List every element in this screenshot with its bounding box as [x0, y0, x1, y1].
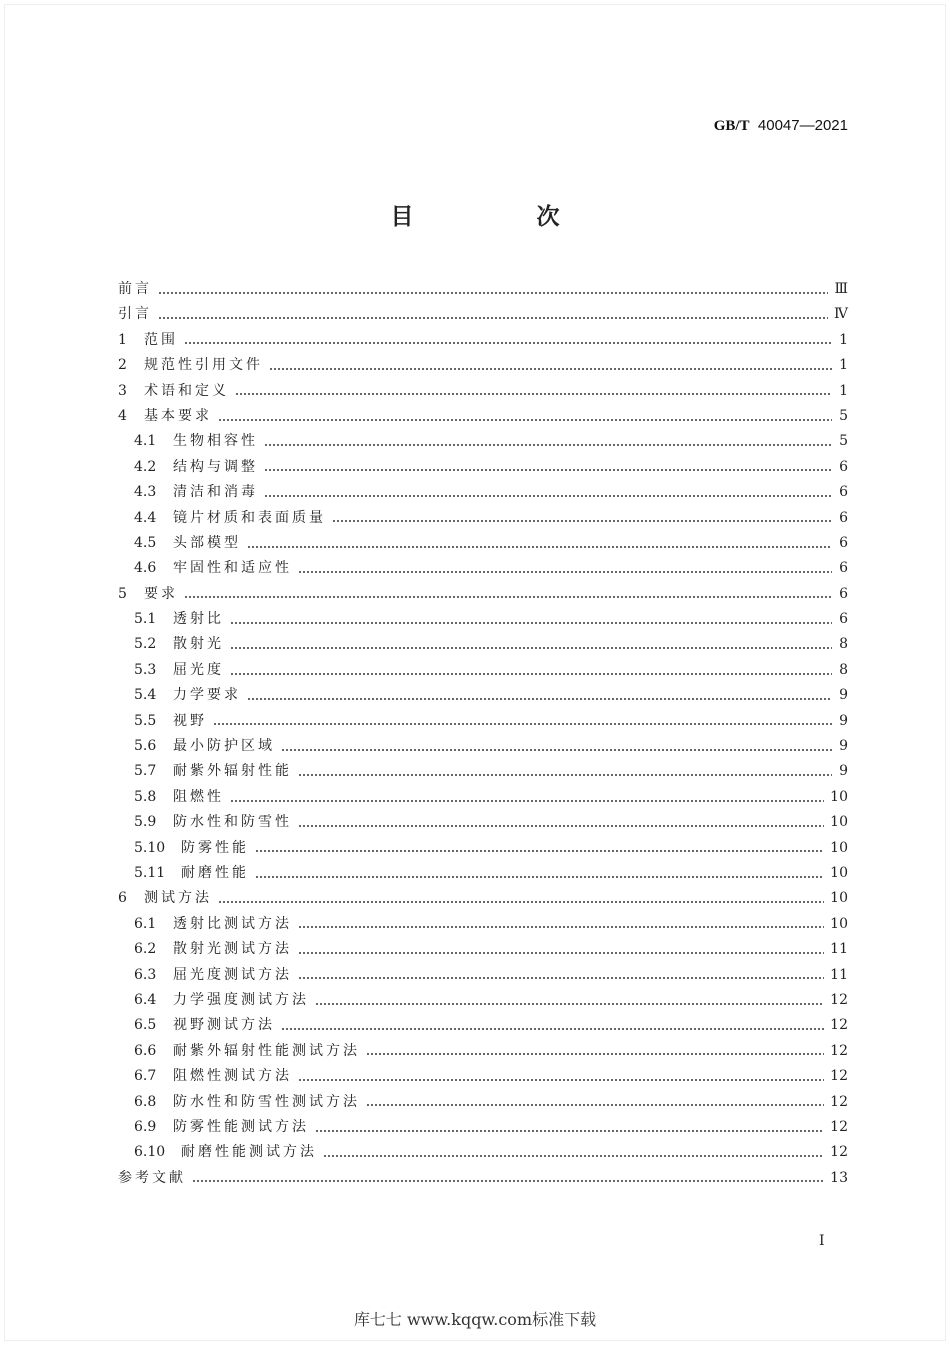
toc-entry-number: 6.5	[134, 1017, 157, 1034]
toc-entry-page: 6	[839, 585, 848, 602]
toc-entry[interactable]	[118, 277, 848, 302]
dot-leader	[192, 1180, 824, 1182]
toc-entry-page: 13	[830, 1169, 848, 1186]
toc-entry-page: 10	[830, 814, 848, 831]
toc-entry[interactable]	[118, 861, 848, 886]
toc-entry-page: 12	[830, 1068, 848, 1085]
toc-entry-page: 1	[839, 331, 848, 348]
dot-leader	[281, 1028, 824, 1030]
toc-entry-label: 测试方法	[144, 890, 212, 907]
dot-leader	[213, 723, 832, 725]
toc-entry-label: 屈光度测试方法	[173, 966, 292, 983]
dot-leader	[235, 393, 832, 395]
toc-entry-label: 牢固性和适应性	[173, 560, 292, 577]
toc-entry-page: 12	[830, 991, 848, 1008]
toc-entry-number: 5.2	[134, 636, 157, 653]
dot-leader	[298, 952, 824, 954]
toc-entry-label: 阻燃性测试方法	[173, 1068, 292, 1085]
toc-entry-page: 6	[839, 458, 848, 475]
toc-entry-number: 6.1	[134, 915, 157, 932]
toc-entry-page: 12	[830, 1118, 848, 1135]
toc-entry[interactable]	[118, 1039, 848, 1064]
dot-leader	[247, 546, 832, 548]
dot-leader	[332, 520, 832, 522]
page-title: 目 次	[390, 204, 610, 230]
toc-entry[interactable]	[118, 912, 848, 937]
toc-entry-label: 头部模型	[173, 534, 241, 551]
toc-entry-label: 前言	[118, 281, 152, 297]
toc-entry-number: 4.2	[134, 458, 157, 475]
dot-leader	[315, 1130, 824, 1132]
dot-leader	[255, 876, 824, 878]
toc-entry-page: 6	[839, 611, 848, 628]
toc-entry[interactable]	[118, 683, 848, 708]
toc-entry-number: 5.5	[134, 712, 157, 729]
toc-entry[interactable]	[118, 963, 848, 988]
dot-leader	[218, 901, 824, 903]
toc-entry[interactable]	[118, 658, 848, 683]
toc-entry-label: 阻燃性	[173, 788, 224, 805]
toc-entry-label: 要求	[144, 585, 178, 602]
dot-leader	[315, 1003, 824, 1005]
dot-leader	[184, 342, 832, 344]
toc-entry-number: 5.9	[134, 814, 157, 831]
toc-entry[interactable]	[118, 328, 848, 353]
toc-entry-page: 6	[839, 560, 848, 577]
toc-entry-page: 12	[830, 1144, 848, 1161]
toc-entry-number: 5	[118, 585, 127, 602]
toc-entry-label: 力学要求	[173, 687, 241, 704]
toc-entry-label: 透射比测试方法	[173, 915, 292, 932]
dot-leader	[298, 926, 824, 928]
toc-entry-number: 4.6	[134, 560, 157, 577]
page-folio: I	[819, 1233, 825, 1249]
toc-entry[interactable]	[118, 556, 848, 581]
dot-leader	[298, 571, 832, 573]
toc-entry[interactable]	[118, 937, 848, 962]
toc-entry-number: 5.11	[134, 864, 166, 881]
dot-leader	[230, 800, 824, 802]
toc-entry-label: 耐紫外辐射性能	[173, 763, 292, 780]
dot-leader	[298, 1079, 824, 1081]
toc-entry-page: 9	[839, 712, 848, 729]
toc-entry-number: 4.1	[134, 433, 157, 450]
toc-entry-number: 1	[118, 331, 127, 348]
toc-entry-label: 视野测试方法	[173, 1017, 275, 1034]
toc-entry[interactable]	[118, 1013, 848, 1038]
dot-leader	[230, 673, 832, 675]
dot-leader	[184, 596, 832, 598]
toc-entry-number: 6.10	[134, 1144, 166, 1161]
dot-leader	[247, 698, 832, 700]
dot-leader	[158, 292, 828, 294]
toc-entry-number: 6.8	[134, 1093, 157, 1110]
toc-entry-number: 6	[118, 890, 127, 907]
toc-entry[interactable]	[118, 886, 848, 911]
toc-entry-number: 5.4	[134, 687, 157, 704]
toc-entry-label: 散射光	[173, 636, 224, 653]
dot-leader	[230, 647, 832, 649]
dot-leader	[366, 1104, 824, 1106]
toc-entry-number: 4.3	[134, 484, 157, 501]
toc-entry[interactable]	[118, 404, 848, 429]
toc-entry-number: 6.3	[134, 966, 157, 983]
toc-entry-label: 力学强度测试方法	[173, 991, 309, 1008]
toc-entry[interactable]	[118, 531, 848, 556]
toc-entry-page: 9	[839, 687, 848, 704]
toc-entry-page: 5	[839, 407, 848, 424]
toc-entry-number: 5.7	[134, 763, 157, 780]
toc-entry-label: 防雾性能测试方法	[173, 1118, 309, 1135]
toc-entry-page: 10	[830, 890, 848, 907]
toc-entry-label: 生物相容性	[173, 433, 258, 450]
toc-entry-page: 1	[839, 357, 848, 374]
dot-leader	[230, 622, 832, 624]
toc-entry[interactable]	[118, 379, 848, 404]
toc-entry-number: 3	[118, 382, 127, 399]
toc-entry-number: 5.1	[134, 611, 157, 628]
toc-entry-page: 11	[830, 966, 848, 983]
toc-entry-label: 屈光度	[173, 661, 224, 678]
toc-entry-page: Ⅳ	[834, 306, 848, 323]
toc-entry[interactable]	[118, 429, 848, 454]
toc-entry[interactable]	[118, 582, 848, 607]
toc-entry-label: 基本要求	[144, 407, 212, 424]
standard-code: 40047—2021	[757, 117, 848, 134]
table-of-contents	[118, 277, 848, 1191]
toc-entry[interactable]	[118, 810, 848, 835]
toc-entry-label: 视野	[173, 712, 207, 729]
dot-leader	[298, 825, 824, 827]
dot-leader	[366, 1053, 824, 1055]
toc-entry-page: 10	[830, 839, 848, 856]
toc-entry-number: 4	[118, 407, 127, 424]
toc-entry-label: 引言	[118, 306, 152, 323]
dot-leader	[218, 419, 832, 421]
toc-entry[interactable]	[118, 709, 848, 734]
dot-leader	[264, 495, 832, 497]
toc-entry-label: 防水性和防雪性	[173, 814, 292, 831]
toc-entry-label: 清洁和消毒	[173, 484, 258, 501]
standard-prefix: GB/T	[713, 118, 750, 134]
toc-entry-page: Ⅲ	[834, 281, 848, 297]
toc-entry-label: 结构与调整	[173, 458, 258, 475]
toc-entry-label: 散射光测试方法	[173, 941, 292, 958]
toc-entry-page: 10	[830, 915, 848, 932]
dot-leader	[269, 368, 832, 370]
toc-entry-label: 规范性引用文件	[144, 357, 263, 374]
toc-entry-label: 防雾性能	[181, 839, 249, 856]
toc-entry-number: 4.5	[134, 534, 157, 551]
toc-entry-page: 8	[839, 661, 848, 678]
toc-entry-number: 6.4	[134, 991, 157, 1008]
toc-entry-number: 2	[118, 357, 127, 374]
dot-leader	[255, 850, 824, 852]
toc-entry[interactable]	[118, 759, 848, 784]
toc-entry-page: 6	[839, 484, 848, 501]
toc-entry-page: 9	[839, 738, 848, 755]
toc-entry-number: 5.8	[134, 788, 157, 805]
toc-entry-number: 6.7	[134, 1068, 157, 1085]
toc-entry-page: 9	[839, 763, 848, 780]
toc-entry-label: 术语和定义	[144, 382, 229, 399]
toc-entry-label: 耐磨性能	[181, 864, 249, 881]
toc-entry[interactable]	[118, 455, 848, 480]
toc-entry[interactable]	[118, 607, 848, 632]
toc-entry[interactable]	[118, 1140, 848, 1165]
toc-entry-label: 透射比	[173, 611, 224, 628]
toc-entry[interactable]	[118, 632, 848, 657]
toc-entry-number: 5.3	[134, 661, 157, 678]
toc-entry-number: 5.10	[134, 839, 166, 856]
toc-entry[interactable]	[118, 302, 848, 327]
dot-leader	[323, 1155, 824, 1157]
dot-leader	[298, 977, 824, 979]
toc-entry[interactable]	[118, 785, 848, 810]
toc-entry-number: 6.2	[134, 941, 157, 958]
toc-entry[interactable]	[118, 506, 848, 531]
toc-entry[interactable]	[118, 1064, 848, 1089]
toc-entry-label: 耐磨性能测试方法	[181, 1144, 317, 1161]
toc-entry-label: 防水性和防雪性测试方法	[173, 1093, 360, 1110]
toc-entry[interactable]	[118, 480, 848, 505]
toc-entry-label: 耐紫外辐射性能测试方法	[173, 1042, 360, 1059]
toc-entry-number: 5.6	[134, 738, 157, 755]
toc-entry[interactable]	[118, 734, 848, 759]
toc-entry-page: 5	[839, 433, 848, 450]
toc-entry-page: 6	[839, 534, 848, 551]
toc-entry-label: 最小防护区域	[173, 738, 275, 755]
dot-leader	[281, 749, 832, 751]
footer-watermark: 库七七 www.kqqw.com标准下载	[353, 1310, 597, 1329]
toc-entry-label: 镜片材质和表面质量	[173, 509, 326, 526]
dot-leader	[158, 317, 828, 319]
toc-entry-label: 范围	[144, 331, 178, 348]
toc-entry[interactable]	[118, 353, 848, 378]
toc-entry-page: 11	[830, 941, 848, 958]
toc-entry-label: 参考文献	[118, 1169, 186, 1186]
standard-number	[714, 117, 848, 135]
toc-entry[interactable]	[118, 836, 848, 861]
toc-entry-page: 6	[839, 509, 848, 526]
toc-entry[interactable]	[118, 1166, 848, 1191]
dot-leader	[264, 444, 832, 446]
toc-entry-page: 8	[839, 636, 848, 653]
toc-entry[interactable]	[118, 988, 848, 1013]
toc-entry-page: 10	[830, 788, 848, 805]
toc-entry-number: 4.4	[134, 509, 157, 526]
toc-entry-page: 12	[830, 1093, 848, 1110]
toc-entry[interactable]	[118, 1115, 848, 1140]
toc-entry-page: 12	[830, 1017, 848, 1034]
toc-entry-number: 6.9	[134, 1118, 157, 1135]
toc-entry-number: 6.6	[134, 1042, 157, 1059]
toc-entry-page: 10	[830, 864, 848, 881]
dot-leader	[298, 774, 832, 776]
toc-entry[interactable]	[118, 1090, 848, 1115]
dot-leader	[264, 469, 832, 471]
toc-entry-page: 12	[830, 1042, 848, 1059]
toc-entry-page: 1	[839, 382, 848, 399]
